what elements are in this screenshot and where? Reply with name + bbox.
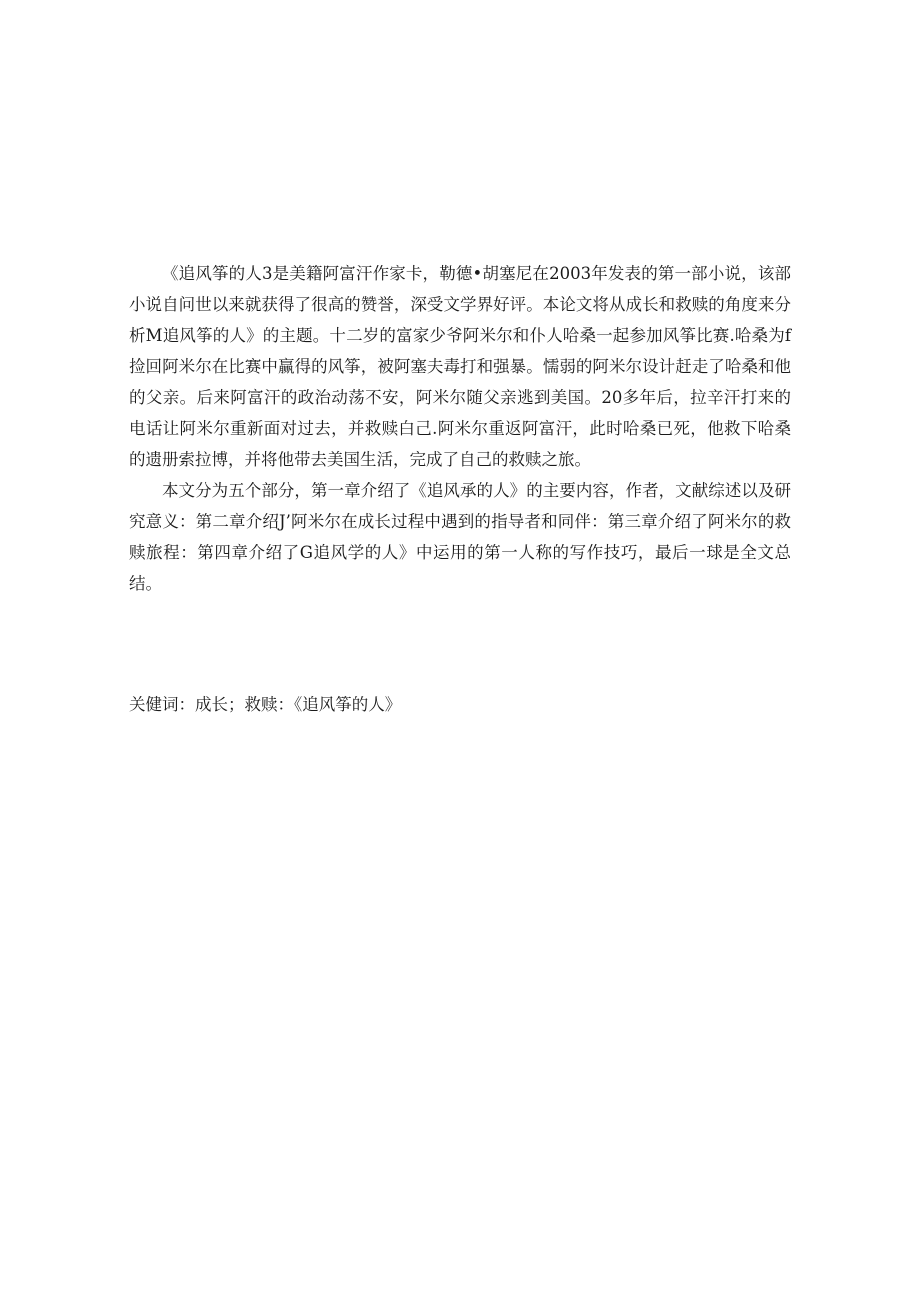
abstract-paragraph-1: 《追风筝的人3是美籍阿富汗作家卡，勒德•胡塞尼在2003年发表的第一部小说，该部小说自问世以来就获得了很高的赞誉，深受文学界好评。本论文将从成长和救赎的角度来分析M追风筝的人》的主题。十二岁的富家少爷阿米尔和仆人哈桑一起参加风筝比赛.哈桑为f捡回阿米尔在比赛中赢得的风筝，被阿塞夫毒打和强暴。懦弱的阿米尔设计赶走了哈桑和他的父亲。后来阿富汗的政治动荡不安，阿米尔随父亲逃到美国。20多年后，拉辛汗打来的电话让阿米尔重新面对过去，并救赎白己.阿米尔重返阿富汗，此时哈桑已死，他救下哈桑的遗册索拉博，并将他带去美国生活，完成了自己的救赎之旅。: [129, 264, 791, 469]
abstract-body: [129, 258, 791, 599]
abstract-paragraph-2: 本文分为五个部分，第一章介绍了《追风承的人》的主要内容，作者，文献综述以及研究意义：第二章介绍J’阿米尔在成长过程中遇到的指导者和同伴：第三章介绍了阿米尔的救赎旅程：第四章介绍了G追风学的人》中运用的第一人称的写作技巧，最后一球是全文总结。: [129, 481, 791, 593]
keywords-line: 关健词：成长；救赎：《追风筝的人》: [129, 695, 402, 714]
